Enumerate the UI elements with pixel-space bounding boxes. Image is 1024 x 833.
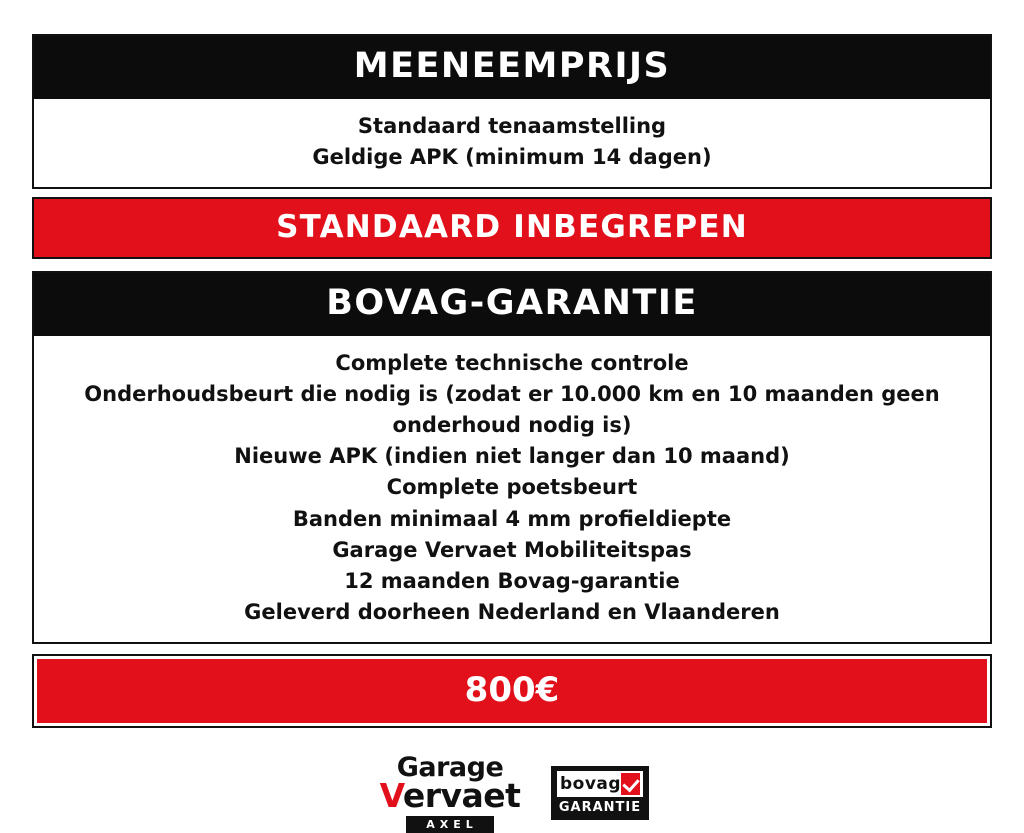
garage-logo-mid [379, 775, 521, 815]
bovag-logo-word: bovag [560, 773, 622, 794]
list-item: Geleverd doorheen Nederland en Vlaanderen [244, 599, 780, 624]
garage-vervaet-logo [375, 751, 525, 833]
banner-standaard-inbegrepen-wrap [32, 197, 992, 259]
section-meeneemprijs [32, 34, 992, 189]
list-item: 12 maanden Bovag-garantie [344, 568, 680, 593]
list-item: Nieuwe APK (indien niet langer dan 10 maand) [234, 444, 790, 469]
spacer [32, 189, 992, 197]
check-icon [621, 773, 640, 795]
garage-logo-mid-rest: ervaet [402, 775, 521, 815]
list-item: Geldige APK (minimum 14 dagen) [312, 145, 712, 170]
footer-logos [32, 751, 992, 833]
garage-logo-top: Garage [396, 751, 504, 783]
garage-logo-mid-initial: V [379, 775, 403, 815]
section-body-meeneemprijs [34, 99, 990, 187]
spacer [32, 259, 992, 271]
bovag-logo-row [557, 771, 643, 797]
list-item: Banden minimaal 4 mm profieldiepte [292, 506, 732, 531]
section-header-bovag-garantie: BOVAG-GARANTIE [34, 273, 990, 336]
list-item: Standaard tenaamstelling [357, 114, 667, 138]
list-item: Complete poetsbeurt [386, 475, 638, 500]
list-item: Complete technische controle [335, 351, 689, 376]
section-body-bovag-garantie [34, 336, 990, 642]
garage-logo-bottom: AXEL [406, 816, 494, 833]
section-header-meeneemprijs: MEENEEMPRIJS [34, 36, 990, 99]
banner-standaard-inbegrepen: STANDAARD INBEGREPEN [34, 199, 990, 257]
list-item: Garage Vervaet Mobiliteitspas [332, 537, 692, 562]
section-bovag-garantie [32, 271, 992, 644]
price-badge [32, 654, 992, 728]
list-item: Onderhoudsbeurt die nodig is (zodat er 10.000 km en 10 maanden geen onderhoud nodig is) [84, 382, 940, 438]
bovag-logo-sub: GARANTIE [558, 800, 642, 816]
bovag-garantie-logo [551, 766, 649, 820]
price-value: 800€ [37, 659, 987, 723]
